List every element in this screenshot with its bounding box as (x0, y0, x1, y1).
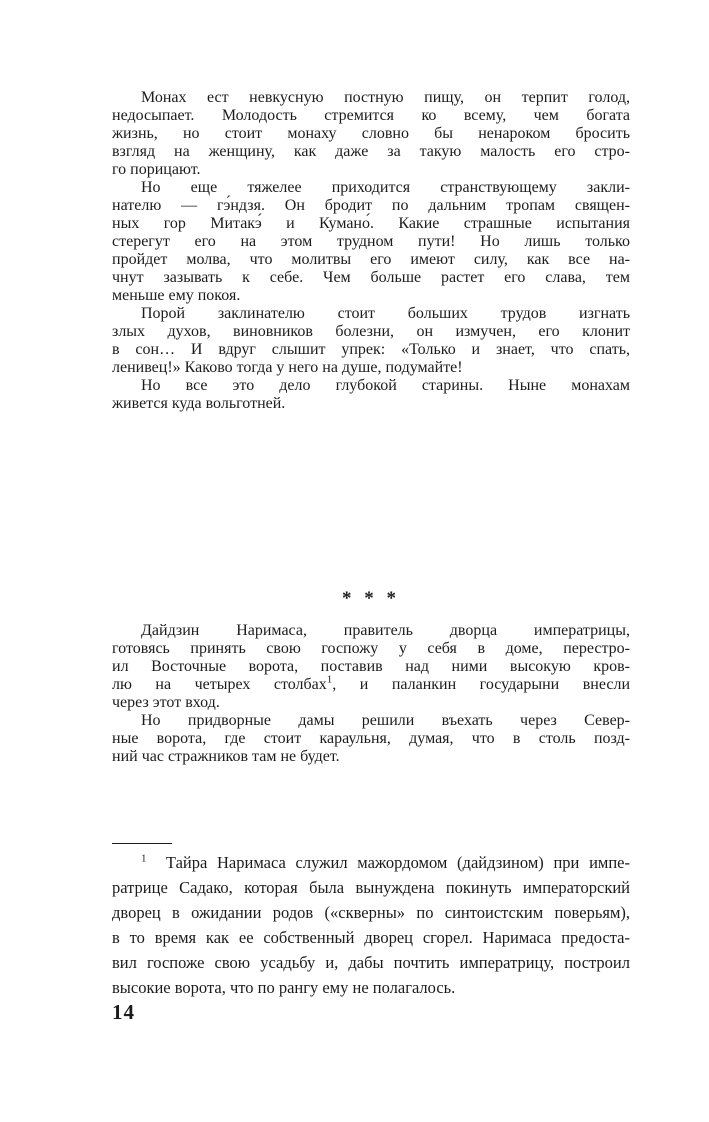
footnote-line: дворец в ожидании родов («скверны» по синтоистским поверьям), (112, 903, 630, 922)
text-line: ил Восточные ворота, поставив над ними высокую кров- (112, 658, 630, 675)
text-line: ных гор Митакэ́ и Кумано́. Какие страшные испытания (112, 215, 630, 232)
text-line: злых духов, виновников болезни, он измучен, его клонит (112, 323, 630, 340)
text-line-with-note (112, 673, 631, 694)
text-line: Дайдзин Наримаса, правитель дворца императрицы, (141, 622, 630, 639)
text-line: Но еще тяжелее приходится странствующему закли- (141, 179, 630, 196)
footnote-line: вил госпоже свою усадьбу и, дабы почтить императрицу, построил (112, 953, 630, 972)
footnote-line: ратрице Садако, которая была вынуждена покинуть императорский (112, 878, 630, 897)
text-fragment: лю на четырех столбах (112, 676, 327, 693)
paragraph-1 (112, 89, 630, 179)
section-separator: * * * (342, 588, 400, 609)
footnote-divider (112, 843, 172, 844)
text-line: нателю — гэ́ндзя. Он бродит по дальним тропам священ- (112, 197, 630, 214)
text-fragment: , и паланкин государыни внесли (332, 676, 631, 693)
paragraph-2 (112, 179, 630, 305)
footnote-line: в то время как ее собственный дворец сгорел. Наримаса предоста- (112, 928, 630, 947)
footnote-reference[interactable]: 1 (326, 673, 333, 686)
text-line: Но придворные дамы решили въехать через Север- (141, 712, 630, 729)
footnote-line (112, 850, 630, 875)
footnote-line: высокие ворота, что по рангу ему не полагалось. (112, 978, 456, 997)
text-line: ленивец!» Каково тогда у него на душе, подумайте! (112, 359, 463, 376)
text-line: го порицают. (112, 161, 201, 178)
text-line: чнут зазывать к себе. Чем больше растет его слава, тем (112, 269, 630, 286)
text-line: стерегут его на этом трудном пути! Но лишь только (112, 233, 630, 250)
text-line: меньше ему покоя. (112, 287, 241, 304)
footnote-text: Тайра Наримаса служил мажордомом (дайдзином) при импе- (165, 853, 630, 872)
text-line: ний час стражников там не будет. (112, 748, 340, 765)
paragraph-4 (112, 377, 630, 413)
text-line: Монах ест невкусную постную пищу, он терпит голод, (141, 89, 630, 106)
text-section-1 (112, 89, 630, 413)
text-line: живется куда вольготней. (112, 395, 286, 412)
footnote-mark: 1 (141, 852, 147, 865)
page-number: 14 (112, 1000, 135, 1024)
text-line: взгляд на женщину, как даже за такую малость его стро- (112, 143, 630, 160)
paragraph-6 (112, 712, 630, 766)
paragraph-5 (112, 622, 630, 712)
text-line: Но все это дело глубокой старины. Ныне монахам (141, 377, 630, 394)
text-line: пройдет молва, что молитвы его имеют силу, как все на- (112, 251, 630, 268)
text-line: в сон… И вдруг слышит упрек: «Только и знает, что спать, (112, 341, 630, 358)
text-line: недосыпает. Молодость стремится ко всему, чем богата (112, 107, 630, 124)
text-line: Порой заклинателю стоит больших трудов изгнать (141, 305, 630, 322)
text-line: ные ворота, где стоит караульня, думая, что в столь позд- (112, 730, 630, 747)
text-line: готовясь принять свою госпожу у себя в доме, перестро- (112, 640, 630, 657)
paragraph-3 (112, 305, 630, 377)
text-line: через этот вход. (112, 694, 220, 711)
footnote (112, 850, 630, 1000)
text-line: жизнь, но стоит монаху словно бы ненароком бросить (112, 125, 630, 142)
text-section-2 (112, 622, 630, 766)
